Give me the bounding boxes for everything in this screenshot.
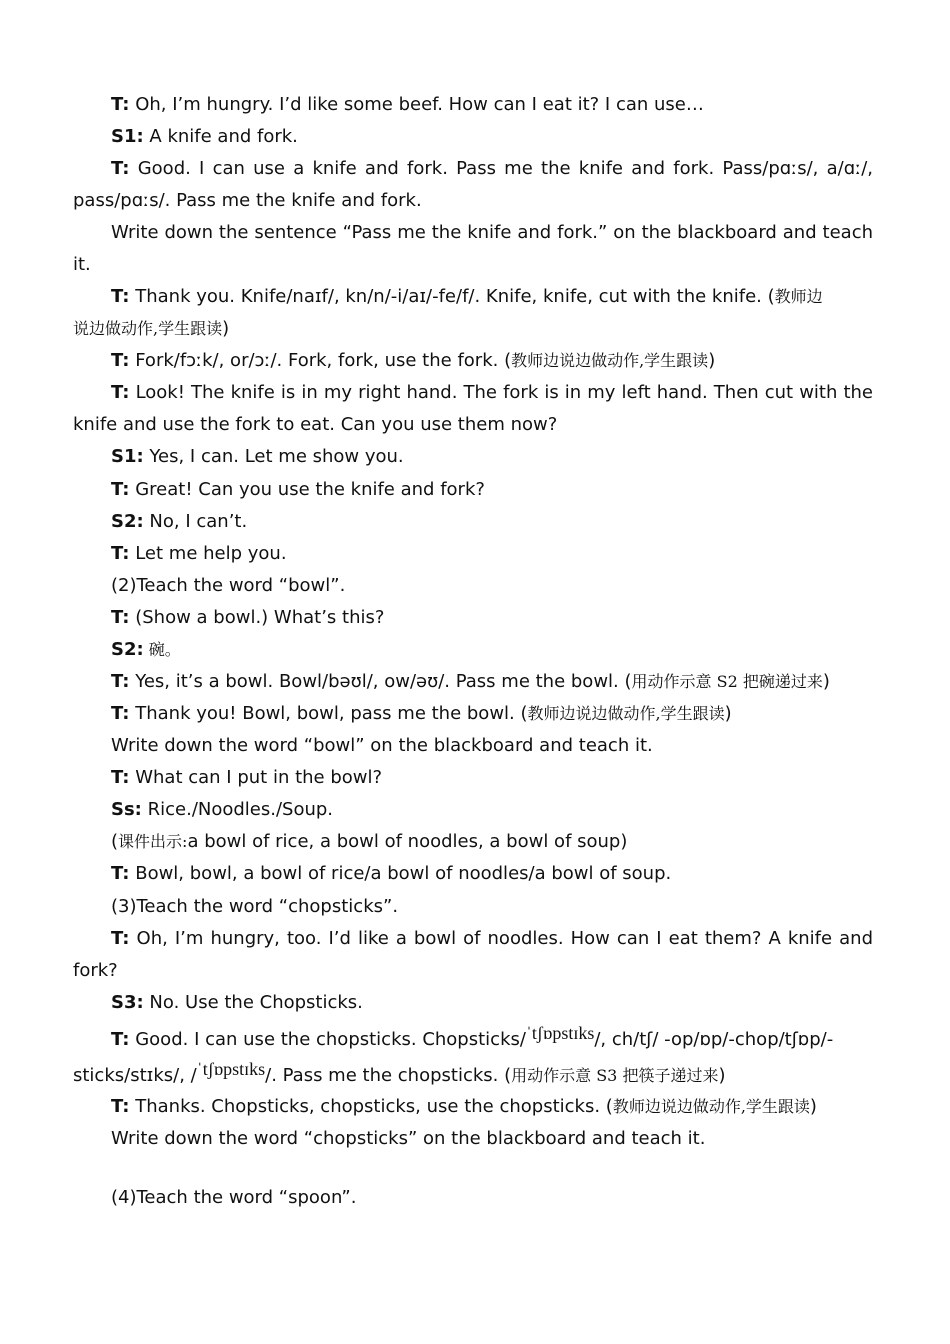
speaker-label: T: — [111, 928, 130, 949]
chinese-note: 教师边说边做动作,学生跟读 — [511, 351, 709, 370]
chinese-note: 碗。 — [143, 640, 181, 659]
line-text: (Show a bowl.) What’s this? — [129, 607, 385, 628]
dialogue-line — [111, 474, 873, 506]
chinese-note: 教师边说边做动作,学生跟读 — [612, 1097, 810, 1116]
line-text: Thank you. Knife/naɪf/, kn/n/-i/aɪ/-fe/f/. Knife, knife, cut with the knife. ( — [129, 286, 775, 307]
line-text: Write down the word “bowl” on the blackboard and teach it. — [111, 735, 653, 756]
instruction-line — [111, 217, 873, 249]
line-text: Good. I can use a knife and fork. Pass me the knife and fork. Pass/pɑːs/, a/ɑː/, — [129, 158, 873, 179]
speaker-label: T: — [111, 286, 130, 307]
instruction-line — [111, 730, 873, 762]
dialogue-line — [111, 1023, 873, 1055]
line-text: Thanks. Chopsticks, chopsticks, use the chopsticks. ( — [129, 1096, 613, 1117]
dialogue-line — [111, 538, 873, 570]
chinese-note: 课件出示: — [118, 832, 188, 851]
line-text: ) — [822, 671, 830, 692]
chinese-note: 说边做动作,学生跟读 — [73, 319, 223, 338]
dialogue-line — [111, 281, 873, 313]
dialogue-line — [111, 153, 873, 185]
speaker-label: T: — [111, 479, 130, 500]
line-text: pass/pɑːs/. Pass me the knife and fork. — [73, 190, 422, 211]
speaker-label: S2: — [111, 511, 144, 532]
speaker-label: T: — [111, 767, 130, 788]
line-text: Rice./Noodles./Soup. — [141, 799, 334, 820]
dialogue-line — [73, 409, 873, 441]
dialogue-line — [111, 377, 873, 409]
speaker-label: T: — [111, 703, 130, 724]
speaker-label: T: — [111, 350, 130, 371]
dialogue-line — [111, 602, 873, 634]
line-text: it. — [73, 254, 91, 275]
speaker-label: T: — [111, 863, 130, 884]
speaker-label: T: — [111, 94, 130, 115]
phonetic-transcription: ˈtʃɒpstɪks — [525, 1023, 595, 1043]
dialogue-line — [111, 794, 873, 826]
speaker-label: S1: — [111, 446, 144, 467]
line-text: (4)Teach the word “spoon”. — [111, 1187, 357, 1208]
dialogue-line — [111, 441, 873, 473]
line-text: /. Pass me the chopsticks. ( — [265, 1065, 512, 1086]
line-text: ) — [809, 1096, 817, 1117]
instruction-line — [73, 249, 873, 281]
line-text: Oh, I’m hungry, too. I’d like a bowl of noodles. How can I eat them? A knife and — [129, 928, 873, 949]
dialogue-line — [111, 1091, 873, 1123]
phonetic-transcription: ˈtʃɒpstɪks — [196, 1059, 266, 1079]
line-text: Yes, I can. Let me show you. — [143, 446, 404, 467]
dialogue-line — [111, 121, 873, 153]
line-text: ( — [111, 831, 119, 852]
speaker-label: T: — [111, 1096, 130, 1117]
line-text: No, I can’t. — [143, 511, 248, 532]
line-text: No. Use the Chopsticks. — [143, 992, 363, 1013]
dialogue-line — [111, 698, 873, 730]
dialogue-line — [73, 313, 873, 345]
line-text: ) — [724, 703, 732, 724]
speaker-label: T: — [111, 158, 130, 179]
dialogue-line — [73, 955, 873, 987]
line-text: Great! Can you use the knife and fork? — [129, 479, 485, 500]
dialogue-line — [111, 345, 873, 377]
line-text: Yes, it’s a bowl. Bowl/bəʊl/, ow/əʊ/. Pass me the bowl. ( — [129, 671, 632, 692]
line-text: ) — [222, 318, 230, 339]
line-text: sticks/stɪks/, / — [73, 1065, 197, 1086]
line-text: ) — [718, 1065, 726, 1086]
dialogue-line — [111, 987, 873, 1019]
dialogue-line — [111, 666, 873, 698]
line-text: Write down the word “chopsticks” on the blackboard and teach it. — [111, 1128, 706, 1149]
dialogue-line — [73, 1059, 873, 1091]
speaker-label: T: — [111, 671, 130, 692]
chinese-note: 用动作示意 S2 把碗递过来 — [631, 672, 823, 691]
speaker-label: Ss: — [111, 799, 142, 820]
section-heading — [111, 891, 873, 923]
line-text: Let me help you. — [129, 543, 287, 564]
dialogue-line — [111, 506, 873, 538]
line-text: What can I put in the bowl? — [129, 767, 383, 788]
chinese-note: 用动作示意 S3 把筷子递过来 — [511, 1066, 719, 1085]
courseware-note — [111, 826, 873, 858]
speaker-label: S1: — [111, 126, 144, 147]
dialogue-line — [111, 634, 873, 666]
line-text: fork? — [73, 960, 118, 981]
speaker-label: T: — [111, 543, 130, 564]
speaker-label: S2: — [111, 639, 144, 660]
line-text: Good. I can use the chopsticks. Chopsticks/ — [129, 1029, 526, 1050]
line-text: knife and use the fork to eat. Can you use them now? — [73, 414, 558, 435]
dialogue-line — [111, 858, 873, 890]
speaker-label: T: — [111, 607, 130, 628]
instruction-line — [111, 1123, 873, 1155]
chinese-note: 教师边说边做动作,学生跟读 — [527, 704, 725, 723]
line-text: A knife and fork. — [143, 126, 298, 147]
line-text: Fork/fɔːk/, or/ɔː/. Fork, fork, use the fork. ( — [129, 350, 512, 371]
line-text: Bowl, bowl, a bowl of rice/a bowl of noodles/a bowl of soup. — [129, 863, 672, 884]
chinese-note: 教师边 — [774, 287, 823, 306]
speaker-label: S3: — [111, 992, 144, 1013]
dialogue-line — [73, 185, 873, 217]
line-text: a bowl of rice, a bowl of noodles, a bowl of soup) — [187, 831, 628, 852]
line-text: (2)Teach the word “bowl”. — [111, 575, 346, 596]
line-text: (3)Teach the word “chopsticks”. — [111, 896, 399, 917]
section-heading — [111, 570, 873, 602]
dialogue-line — [111, 89, 873, 121]
speaker-label: T: — [111, 1029, 130, 1050]
line-text: /, ch/tʃ/ -op/ɒp/-chop/tʃɒp/- — [594, 1029, 834, 1050]
speaker-label: T: — [111, 382, 130, 403]
dialogue-line — [111, 762, 873, 794]
line-text: Oh, I’m hungry. I’d like some beef. How can I eat it? I can use… — [129, 94, 704, 115]
line-text: ) — [708, 350, 716, 371]
section-heading — [111, 1182, 873, 1214]
line-text: Thank you! Bowl, bowl, pass me the bowl. ( — [129, 703, 528, 724]
line-text: Look! The knife is in my right hand. The fork is in my left hand. Then cut with the — [129, 382, 873, 403]
dialogue-line — [111, 923, 873, 955]
line-text: Write down the sentence “Pass me the knife and fork.” on the blackboard and teach — [111, 222, 873, 243]
